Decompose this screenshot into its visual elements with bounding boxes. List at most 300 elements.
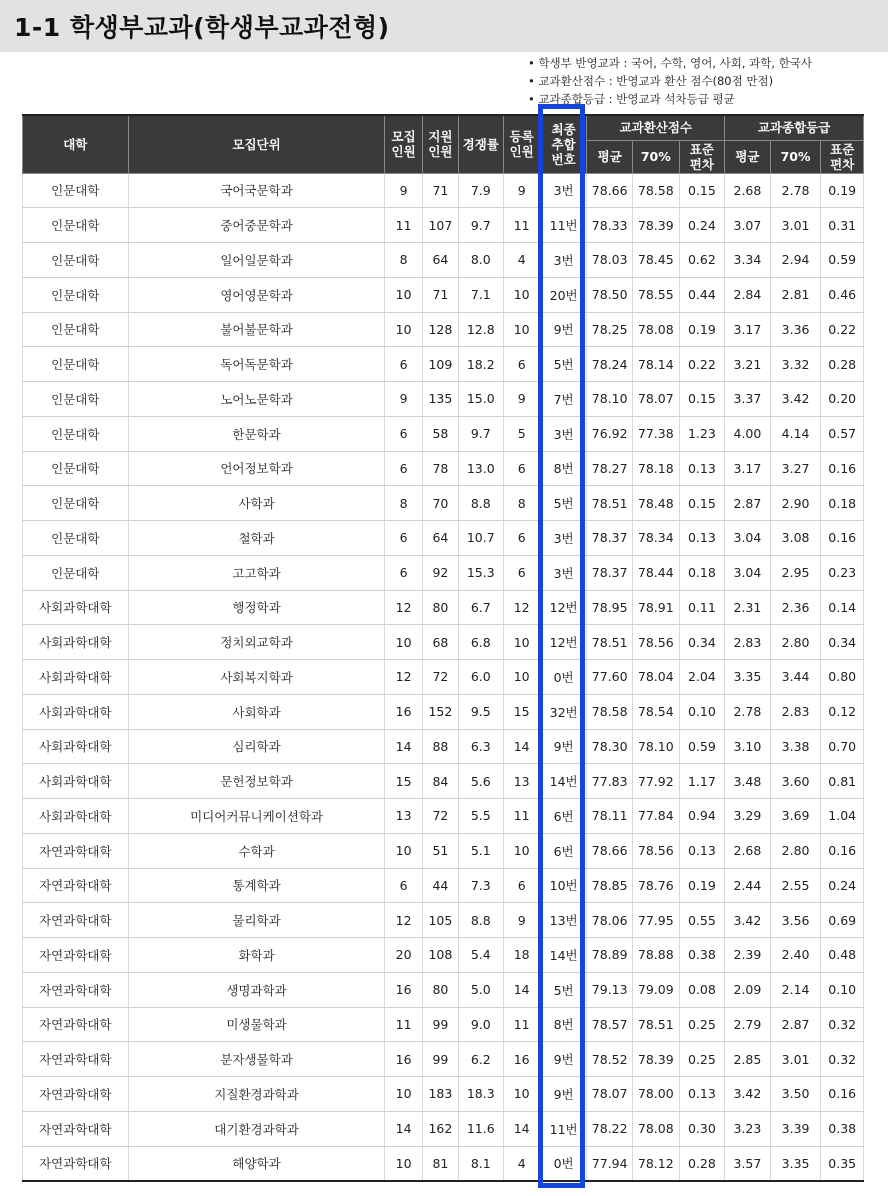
dept-cell: 미생물학과 [128,1007,385,1042]
grade-avg-cell: 2.78 [725,694,771,729]
dept-cell: 문헌정보학과 [128,764,385,799]
score-avg-cell: 78.11 [587,799,633,834]
recruit-cell: 6 [385,868,422,903]
college-cell: 인문대학 [23,521,129,556]
score-70-cell: 78.51 [632,1007,679,1042]
final-number-cell: 3번 [540,521,587,556]
header-grade-avg: 평균 [725,140,771,173]
grade-70-cell: 2.81 [770,277,821,312]
score-sd-cell: 1.17 [679,764,725,799]
score-avg-cell: 78.66 [587,173,633,208]
grade-sd-cell: 0.28 [821,347,864,382]
grade-70-cell: 3.35 [770,1146,821,1181]
recruit-cell: 10 [385,833,422,868]
header-apply: 지원 인원 [422,115,458,173]
grade-sd-cell: 0.70 [821,729,864,764]
score-70-cell: 78.10 [632,729,679,764]
college-cell: 인문대학 [23,416,129,451]
apply-cell: 72 [422,799,458,834]
enrolled-cell: 4 [503,243,540,278]
apply-cell: 84 [422,764,458,799]
enrolled-cell: 5 [503,416,540,451]
recruit-cell: 6 [385,347,422,382]
recruit-cell: 6 [385,451,422,486]
recruit-cell: 11 [385,208,422,243]
enrolled-cell: 9 [503,173,540,208]
notes [528,54,878,108]
score-70-cell: 78.58 [632,173,679,208]
grade-avg-cell: 3.37 [725,382,771,417]
grade-avg-cell: 2.84 [725,277,771,312]
apply-cell: 72 [422,660,458,695]
dept-cell: 행정학과 [128,590,385,625]
grade-70-cell: 3.08 [770,521,821,556]
table-row [23,903,864,938]
ratio-cell: 6.7 [459,590,504,625]
enrolled-cell: 6 [503,555,540,590]
score-70-cell: 78.76 [632,868,679,903]
ratio-cell: 18.3 [459,1077,504,1112]
final-number-cell: 7번 [540,382,587,417]
grade-sd-cell: 0.16 [821,833,864,868]
grade-sd-cell: 0.16 [821,451,864,486]
score-sd-cell: 0.55 [679,903,725,938]
dept-cell: 수학과 [128,833,385,868]
grade-sd-cell: 0.14 [821,590,864,625]
grade-avg-cell: 3.23 [725,1111,771,1146]
final-number-cell: 0번 [540,1146,587,1181]
note-item: • 교과종합등급 : 반영교과 석차등급 평균 [528,90,878,108]
college-cell: 자연과학대학 [23,833,129,868]
grade-70-cell: 2.80 [770,625,821,660]
score-sd-cell: 0.24 [679,208,725,243]
note-item: • 학생부 반영교과 : 국어, 수학, 영어, 사회, 과학, 한국사 [528,54,878,72]
score-70-cell: 78.91 [632,590,679,625]
table-row [23,312,864,347]
enrolled-cell: 14 [503,972,540,1007]
dept-cell: 심리학과 [128,729,385,764]
grade-avg-cell: 3.48 [725,764,771,799]
score-avg-cell: 78.06 [587,903,633,938]
score-sd-cell: 0.15 [679,382,725,417]
apply-cell: 80 [422,590,458,625]
header-final: 최종 추합 번호 [540,115,587,173]
dept-cell: 언어정보학과 [128,451,385,486]
final-number-cell: 6번 [540,833,587,868]
ratio-cell: 11.6 [459,1111,504,1146]
grade-sd-cell: 0.23 [821,555,864,590]
final-number-cell: 12번 [540,590,587,625]
score-sd-cell: 0.13 [679,521,725,556]
recruit-cell: 13 [385,799,422,834]
recruit-cell: 16 [385,694,422,729]
final-number-cell: 9번 [540,1077,587,1112]
table-row [23,555,864,590]
apply-cell: 108 [422,938,458,973]
score-70-cell: 78.88 [632,938,679,973]
ratio-cell: 5.1 [459,833,504,868]
score-70-cell: 78.44 [632,555,679,590]
score-avg-cell: 78.30 [587,729,633,764]
grade-avg-cell: 3.04 [725,555,771,590]
grade-sd-cell: 0.19 [821,173,864,208]
enrolled-cell: 13 [503,764,540,799]
enrolled-cell: 10 [503,660,540,695]
table-row [23,173,864,208]
ratio-cell: 12.8 [459,312,504,347]
score-avg-cell: 77.60 [587,660,633,695]
ratio-cell: 9.0 [459,1007,504,1042]
grade-sd-cell: 1.04 [821,799,864,834]
ratio-cell: 6.0 [459,660,504,695]
score-sd-cell: 0.25 [679,1042,725,1077]
dept-cell: 분자생물학과 [128,1042,385,1077]
dept-cell: 사학과 [128,486,385,521]
table-row [23,729,864,764]
header-ratio: 경쟁률 [459,115,504,173]
score-sd-cell: 0.62 [679,243,725,278]
recruit-cell: 11 [385,1007,422,1042]
header-grade-sd: 표준 편차 [821,140,864,173]
enrolled-cell: 8 [503,486,540,521]
final-number-cell: 11번 [540,1111,587,1146]
score-sd-cell: 0.15 [679,486,725,521]
score-avg-cell: 78.37 [587,555,633,590]
header-score-avg: 평균 [587,140,633,173]
score-70-cell: 78.54 [632,694,679,729]
apply-cell: 71 [422,277,458,312]
college-cell: 자연과학대학 [23,1007,129,1042]
final-number-cell: 3번 [540,173,587,208]
apply-cell: 71 [422,173,458,208]
dept-cell: 중어중문학과 [128,208,385,243]
score-avg-cell: 78.24 [587,347,633,382]
final-number-cell: 13번 [540,903,587,938]
apply-cell: 107 [422,208,458,243]
grade-sd-cell: 0.32 [821,1007,864,1042]
score-70-cell: 77.38 [632,416,679,451]
header-grade-70: 70% [770,140,821,173]
dept-cell: 미디어커뮤니케이션학과 [128,799,385,834]
grade-70-cell: 3.38 [770,729,821,764]
grade-sd-cell: 0.24 [821,868,864,903]
grade-70-cell: 3.44 [770,660,821,695]
grade-avg-cell: 2.39 [725,938,771,973]
enrolled-cell: 6 [503,868,540,903]
score-sd-cell: 0.44 [679,277,725,312]
apply-cell: 99 [422,1042,458,1077]
table-row [23,694,864,729]
grade-sd-cell: 0.69 [821,903,864,938]
grade-avg-cell: 3.21 [725,347,771,382]
score-70-cell: 78.07 [632,382,679,417]
grade-avg-cell: 3.57 [725,1146,771,1181]
ratio-cell: 7.3 [459,868,504,903]
final-number-cell: 9번 [540,312,587,347]
score-sd-cell: 0.38 [679,938,725,973]
score-sd-cell: 0.28 [679,1146,725,1181]
grade-avg-cell: 3.42 [725,1077,771,1112]
college-cell: 사회과학대학 [23,764,129,799]
recruit-cell: 10 [385,277,422,312]
header-dept: 모집단위 [128,115,385,173]
score-avg-cell: 76.92 [587,416,633,451]
enrolled-cell: 9 [503,382,540,417]
grade-70-cell: 3.60 [770,764,821,799]
recruit-cell: 14 [385,729,422,764]
score-avg-cell: 78.51 [587,486,633,521]
college-cell: 인문대학 [23,277,129,312]
score-70-cell: 78.45 [632,243,679,278]
ratio-cell: 8.1 [459,1146,504,1181]
grade-70-cell: 3.69 [770,799,821,834]
final-number-cell: 5번 [540,972,587,1007]
recruit-cell: 8 [385,486,422,521]
apply-cell: 92 [422,555,458,590]
score-avg-cell: 78.07 [587,1077,633,1112]
grade-sd-cell: 0.57 [821,416,864,451]
score-sd-cell: 0.19 [679,868,725,903]
score-70-cell: 78.55 [632,277,679,312]
enrolled-cell: 14 [503,729,540,764]
apply-cell: 80 [422,972,458,1007]
header-score-sd: 표준 편차 [679,140,725,173]
enrolled-cell: 12 [503,590,540,625]
grade-sd-cell: 0.10 [821,972,864,1007]
enrolled-cell: 11 [503,208,540,243]
grade-sd-cell: 0.20 [821,382,864,417]
dept-cell: 한문학과 [128,416,385,451]
score-avg-cell: 78.89 [587,938,633,973]
grade-70-cell: 3.42 [770,382,821,417]
grade-70-cell: 2.40 [770,938,821,973]
final-number-cell: 3번 [540,555,587,590]
header-enrolled: 등록 인원 [503,115,540,173]
score-sd-cell: 0.22 [679,347,725,382]
recruit-cell: 10 [385,312,422,347]
grade-avg-cell: 3.34 [725,243,771,278]
recruit-cell: 16 [385,1042,422,1077]
final-number-cell: 5번 [540,486,587,521]
grade-sd-cell: 0.12 [821,694,864,729]
table-row [23,833,864,868]
table-row [23,382,864,417]
score-sd-cell: 0.30 [679,1111,725,1146]
score-avg-cell: 78.22 [587,1111,633,1146]
score-avg-cell: 78.33 [587,208,633,243]
grade-70-cell: 3.39 [770,1111,821,1146]
score-sd-cell: 0.13 [679,1077,725,1112]
score-70-cell: 77.92 [632,764,679,799]
table-row [23,277,864,312]
ratio-cell: 8.0 [459,243,504,278]
enrolled-cell: 9 [503,903,540,938]
score-70-cell: 78.56 [632,625,679,660]
apply-cell: 109 [422,347,458,382]
college-cell: 인문대학 [23,382,129,417]
ratio-cell: 8.8 [459,486,504,521]
dept-cell: 통계학과 [128,868,385,903]
table-row [23,451,864,486]
score-70-cell: 78.39 [632,208,679,243]
score-70-cell: 78.08 [632,1111,679,1146]
final-number-cell: 20번 [540,277,587,312]
recruit-cell: 6 [385,416,422,451]
grade-70-cell: 4.14 [770,416,821,451]
grade-avg-cell: 2.87 [725,486,771,521]
recruit-cell: 6 [385,521,422,556]
college-cell: 사회과학대학 [23,625,129,660]
table-row [23,1007,864,1042]
table-row [23,799,864,834]
header-recruit: 모집 인원 [385,115,422,173]
apply-cell: 64 [422,521,458,556]
college-cell: 사회과학대학 [23,729,129,764]
ratio-cell: 5.4 [459,938,504,973]
college-cell: 사회과학대학 [23,694,129,729]
apply-cell: 81 [422,1146,458,1181]
final-number-cell: 9번 [540,729,587,764]
grade-70-cell: 2.14 [770,972,821,1007]
score-sd-cell: 0.25 [679,1007,725,1042]
score-avg-cell: 78.10 [587,382,633,417]
score-avg-cell: 78.50 [587,277,633,312]
recruit-cell: 8 [385,243,422,278]
score-70-cell: 78.12 [632,1146,679,1181]
ratio-cell: 9.7 [459,416,504,451]
grade-avg-cell: 2.85 [725,1042,771,1077]
score-70-cell: 78.56 [632,833,679,868]
apply-cell: 70 [422,486,458,521]
recruit-cell: 20 [385,938,422,973]
college-cell: 사회과학대학 [23,660,129,695]
table-row [23,208,864,243]
grade-sd-cell: 0.31 [821,208,864,243]
score-avg-cell: 78.37 [587,521,633,556]
college-cell: 자연과학대학 [23,1077,129,1112]
apply-cell: 152 [422,694,458,729]
grade-70-cell: 3.01 [770,208,821,243]
table-row [23,764,864,799]
final-number-cell: 10번 [540,868,587,903]
score-avg-cell: 78.03 [587,243,633,278]
apply-cell: 78 [422,451,458,486]
grade-70-cell: 2.90 [770,486,821,521]
header-college: 대학 [23,115,129,173]
recruit-cell: 12 [385,590,422,625]
recruit-cell: 15 [385,764,422,799]
grade-sd-cell: 0.18 [821,486,864,521]
table-row [23,486,864,521]
grade-70-cell: 2.55 [770,868,821,903]
score-sd-cell: 0.13 [679,451,725,486]
college-cell: 사회과학대학 [23,799,129,834]
score-avg-cell: 78.66 [587,833,633,868]
ratio-cell: 5.0 [459,972,504,1007]
grade-70-cell: 3.36 [770,312,821,347]
header-score-70: 70% [632,140,679,173]
recruit-cell: 9 [385,382,422,417]
college-cell: 자연과학대학 [23,1111,129,1146]
dept-cell: 노어노문학과 [128,382,385,417]
score-avg-cell: 78.57 [587,1007,633,1042]
grade-avg-cell: 3.10 [725,729,771,764]
score-avg-cell: 78.58 [587,694,633,729]
grade-avg-cell: 2.31 [725,590,771,625]
table-row [23,1042,864,1077]
recruit-cell: 6 [385,555,422,590]
apply-cell: 105 [422,903,458,938]
ratio-cell: 13.0 [459,451,504,486]
grade-avg-cell: 2.79 [725,1007,771,1042]
score-sd-cell: 1.23 [679,416,725,451]
score-sd-cell: 0.15 [679,173,725,208]
ratio-cell: 7.1 [459,277,504,312]
ratio-cell: 5.5 [459,799,504,834]
apply-cell: 58 [422,416,458,451]
score-70-cell: 78.48 [632,486,679,521]
header-grade-group: 교과종합등급 [725,115,864,140]
enrolled-cell: 6 [503,347,540,382]
grade-avg-cell: 3.07 [725,208,771,243]
enrolled-cell: 10 [503,833,540,868]
header-score-group: 교과환산점수 [587,115,725,140]
apply-cell: 99 [422,1007,458,1042]
ratio-cell: 15.0 [459,382,504,417]
recruit-cell: 10 [385,1077,422,1112]
recruit-cell: 16 [385,972,422,1007]
dept-cell: 화학과 [128,938,385,973]
grade-avg-cell: 4.00 [725,416,771,451]
table-row [23,347,864,382]
grade-70-cell: 3.50 [770,1077,821,1112]
college-cell: 자연과학대학 [23,938,129,973]
final-number-cell: 14번 [540,938,587,973]
grade-70-cell: 2.87 [770,1007,821,1042]
grade-avg-cell: 3.42 [725,903,771,938]
table-row [23,938,864,973]
score-avg-cell: 78.27 [587,451,633,486]
enrolled-cell: 18 [503,938,540,973]
table-row [23,1077,864,1112]
grade-sd-cell: 0.46 [821,277,864,312]
page-title: 1-1 학생부교과(학생부교과전형) [14,13,390,42]
final-number-cell: 14번 [540,764,587,799]
recruit-cell: 10 [385,625,422,660]
table-body [23,173,864,1181]
college-cell: 사회과학대학 [23,590,129,625]
grade-avg-cell: 2.68 [725,833,771,868]
final-number-cell: 5번 [540,347,587,382]
ratio-cell: 18.2 [459,347,504,382]
apply-cell: 68 [422,625,458,660]
college-cell: 인문대학 [23,451,129,486]
score-sd-cell: 0.34 [679,625,725,660]
dept-cell: 불어불문학과 [128,312,385,347]
score-avg-cell: 78.95 [587,590,633,625]
score-70-cell: 78.34 [632,521,679,556]
dept-cell: 영어영문학과 [128,277,385,312]
table-row [23,1146,864,1181]
score-avg-cell: 78.51 [587,625,633,660]
score-70-cell: 78.14 [632,347,679,382]
grade-sd-cell: 0.32 [821,1042,864,1077]
final-number-cell: 8번 [540,1007,587,1042]
table-row [23,660,864,695]
grade-sd-cell: 0.16 [821,1077,864,1112]
ratio-cell: 6.8 [459,625,504,660]
ratio-cell: 10.7 [459,521,504,556]
